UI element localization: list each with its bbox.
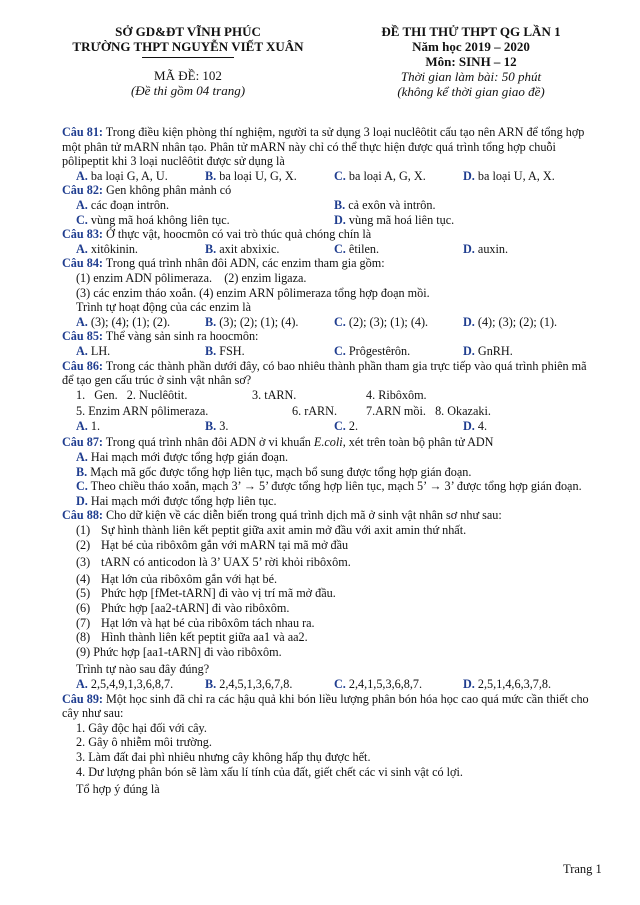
step-item: (9) Phức hợp [aa1-tARN] đi vào ribôxôm. <box>76 644 282 659</box>
options-86 <box>62 419 592 434</box>
question-prompt: Tổ hợp ý đúng là <box>76 782 160 797</box>
time-note: (không kể thời gian giao đề) <box>397 84 545 99</box>
step-item: (8) Hình thành liên kết peptit giữa aa1 và aa2. <box>76 630 308 645</box>
step-item: (7) Hạt lớn và hạt bé của ribôxôm tách nhau ra. <box>76 615 315 630</box>
exam-title: ĐỀ THI THỬ THPT QG LẦN 1 <box>381 24 561 39</box>
step-item: (3) tARN có anticodon là 3’ UAX 5’ rời khỏi ribôxôm. <box>76 555 351 570</box>
question-83 <box>62 227 592 242</box>
question-label: Câu 82: <box>62 183 103 198</box>
component-item: 4. Ribôxôm. <box>366 387 427 402</box>
statement-line: (1) enzim ADN pôlimeraza. (2) enzim ligaza. <box>76 270 307 285</box>
option-c[interactable]: C. 2. <box>334 418 359 433</box>
option-b[interactable]: B. axit abxixic. <box>205 241 280 256</box>
question-label: Câu 84: <box>62 256 103 271</box>
header-divider <box>142 57 234 58</box>
consequence-item: 4. Dư lượng phân bón sẽ làm xấu lí tính của đất, giết chết các vi sinh vật có lợi. <box>76 764 463 779</box>
option-d[interactable]: D. (4); (3); (2); (1). <box>463 314 558 329</box>
header-left <box>62 24 314 98</box>
components-row-1 <box>62 388 592 403</box>
option-c[interactable]: C. ba loại A, G, X. <box>334 168 426 183</box>
components-row-2 <box>62 404 592 419</box>
option-d[interactable]: D. 2,5,1,4,6,3,7,8. <box>463 676 552 691</box>
options-82-row1 <box>62 198 592 213</box>
component-item: 6. rARN. <box>292 404 338 419</box>
consequence-item: 1. Gây độc hại đối với cây. <box>76 720 207 735</box>
school-name: TRƯỜNG THPT NGUYỄN VIẾT XUÂN <box>72 39 304 54</box>
options-84 <box>62 315 592 330</box>
option-c[interactable]: C. (2); (3); (1); (4). <box>334 314 429 329</box>
consequence-item: 3. Làm đất đai phì nhiêu nhưng cây không hấp thụ được hết. <box>76 749 371 764</box>
question-text: Trong các thành phần dưới đây, có bao nhiêu thành phần tham gia trực tiếp vào quá trình phiên mã để tạo gen cấu trúc ở sinh vật nhân sơ? <box>62 358 587 388</box>
option-d[interactable]: D. 4. <box>463 418 488 433</box>
page-number: Trang 1 <box>563 862 602 876</box>
option-a[interactable]: A. LH. <box>76 343 111 358</box>
options-83 <box>62 242 592 257</box>
option-c[interactable]: C. 2,4,1,5,3,6,8,7. <box>334 676 423 691</box>
step-item: (6) Phức hợp [aa2-tARN] đi vào ribôxôm. <box>76 601 290 615</box>
statement-line: (3) các enzim tháo xoắn. (4) enzim ARN pôlimeraza tổng hợp đoạn mồi. <box>76 285 430 300</box>
option-a[interactable]: A. 1. <box>76 418 101 433</box>
option-a[interactable]: A. ba loại G, A, U. <box>76 168 168 183</box>
option-d[interactable]: D. auxin. <box>463 241 509 256</box>
question-label: Câu 89: <box>62 691 103 706</box>
question-text: Trong quá trình nhân đôi ADN ở vi khuẩn <box>102 435 314 450</box>
option-b[interactable]: B. Mạch mã gốc được tổng hợp liên tục, mạch bổ sung được tổng hợp gián đoạn. <box>76 464 472 479</box>
question-label: Câu 83: <box>62 227 103 242</box>
option-b[interactable]: B. 3. <box>205 418 229 433</box>
question-label: Câu 87: <box>62 435 103 450</box>
question-label: Câu 81: <box>62 125 103 139</box>
option-a[interactable]: A. các đoạn intrôn. <box>76 197 170 212</box>
question-prompt: Trình tự hoạt động của các enzim là <box>76 300 252 315</box>
question-88 <box>62 508 592 523</box>
question-81 <box>62 125 592 169</box>
question-text: Trong điều kiện phòng thí nghiệm, người ta sử dụng 3 loại nuclêôtit cấu tạo nên ARN để tổng hợp một phân tử mARN nhân tạo. Phân tử mARN này chỉ có thể thực hiện được quá trình tổng hợp chuỗi pôlipeptit khi 3 loại nuclêôtit được sử dụng là <box>62 125 585 169</box>
component-item: 3. tARN. <box>252 387 297 402</box>
option-d[interactable]: D. Hai mạch mới được tổng hợp liên tục. <box>76 493 277 508</box>
exam-code: MÃ ĐỀ: 102 <box>154 68 222 83</box>
option-d[interactable]: D. ba loại U, A, X. <box>463 168 555 183</box>
question-89 <box>62 692 592 721</box>
time-limit: Thời gian làm bài: 50 phút <box>400 69 542 84</box>
option-d[interactable]: D. vùng mã hoá liên tục. <box>334 212 455 227</box>
question-label: Câu 86: <box>62 358 103 373</box>
options-81 <box>62 169 592 184</box>
option-d[interactable]: D. GnRH. <box>463 343 513 358</box>
page-count-note: (Đề thi gồm 04 trang) <box>130 83 246 98</box>
question-82 <box>62 183 592 198</box>
species-name: E.coli <box>313 435 343 450</box>
question-label: Câu 85: <box>62 329 103 344</box>
question-text: Gen không phân mảnh có <box>102 183 232 198</box>
options-82-row2 <box>62 213 592 228</box>
question-text: Thể vàng sản sinh ra hoocmôn: <box>102 329 259 344</box>
step-item: (1) Sự hình thành liên kết peptit giữa axit amin mở đầu với axit amin thứ nhất. <box>76 523 467 538</box>
options-88 <box>62 677 592 692</box>
question-85 <box>62 329 592 344</box>
step-item: (2) Hạt bé của ribôxôm gắn với mARN tại mã mở đầu <box>76 537 349 552</box>
option-b[interactable]: B. ba loại U, G, X. <box>205 168 297 183</box>
question-text: Một học sinh đã chỉ ra các hậu quả khi bón liều lượng phân bón hóa học cao quá mức cần thiết cho cây như sau: <box>62 691 589 721</box>
option-b[interactable]: B. (3); (2); (1); (4). <box>205 314 299 329</box>
question-text: Ở thực vật, hoocmôn có vai trò thúc quả chóng chín là <box>102 227 372 242</box>
step-item: (4) Hạt lớn của ribôxôm gắn với hạt bé. <box>76 571 278 586</box>
exam-content <box>62 125 592 797</box>
question-84 <box>62 256 592 271</box>
option-c[interactable]: C. vùng mã hoá không liên tục. <box>76 212 230 227</box>
component-item: 7.ARN mồi. 8. Okazaki. <box>366 404 491 419</box>
option-a[interactable]: A. 2,5,4,9,1,3,6,8,7. <box>76 676 174 691</box>
question-86 <box>62 359 592 388</box>
question-87 <box>62 435 592 450</box>
option-b[interactable]: B. FSH. <box>205 343 245 358</box>
option-b[interactable]: B. 2,4,5,1,3,6,7,8. <box>205 676 293 691</box>
subject: Môn: SINH – 12 <box>425 54 517 69</box>
component-item: 1. Gen. 2. Nuclêôtit. <box>76 387 188 402</box>
header-right <box>362 24 580 99</box>
question-prompt: Trình tự nào sau đây đúng? <box>76 662 210 677</box>
consequence-item: 2. Gây ô nhiễm môi trường. <box>76 735 212 750</box>
option-c[interactable]: C. Prôgestêrôn. <box>334 343 411 358</box>
options-85 <box>62 344 592 359</box>
option-c[interactable]: C. Theo chiều tháo xoắn, mạch 3’ → 5’ được tổng hợp liên tục, mạch 5’ → 3’ được tổng hợp gián đoạn. <box>76 479 582 494</box>
school-year: Năm học 2019 – 2020 <box>412 39 530 54</box>
question-label: Câu 88: <box>62 508 103 523</box>
question-text: Cho dữ kiện về các diễn biến trong quá trình dịch mã ở sinh vật nhân sơ như sau: <box>102 508 502 523</box>
component-item: 5. Enzim ARN pôlimeraza. <box>76 404 209 419</box>
question-text: Trong quá trình nhân đôi ADN, các enzim tham gia gồm: <box>102 256 385 271</box>
question-text: , xét trên toàn bộ phân tử ADN <box>342 435 494 450</box>
step-item: (5) Phức hợp [fMet-tARN] đi vào vị trí mã mở đầu. <box>76 586 336 601</box>
option-a[interactable]: A. Hai mạch mới được tổng hợp gián đoạn. <box>76 450 289 465</box>
department-name: SỞ GD&ĐT VĨNH PHÚC <box>115 24 261 39</box>
option-a[interactable]: A. xitôkinin. <box>76 241 138 256</box>
option-b[interactable]: B. cả exôn và intrôn. <box>334 197 436 212</box>
option-a[interactable]: A. (3); (4); (1); (2). <box>76 314 171 329</box>
option-c[interactable]: C. êtilen. <box>334 241 380 256</box>
